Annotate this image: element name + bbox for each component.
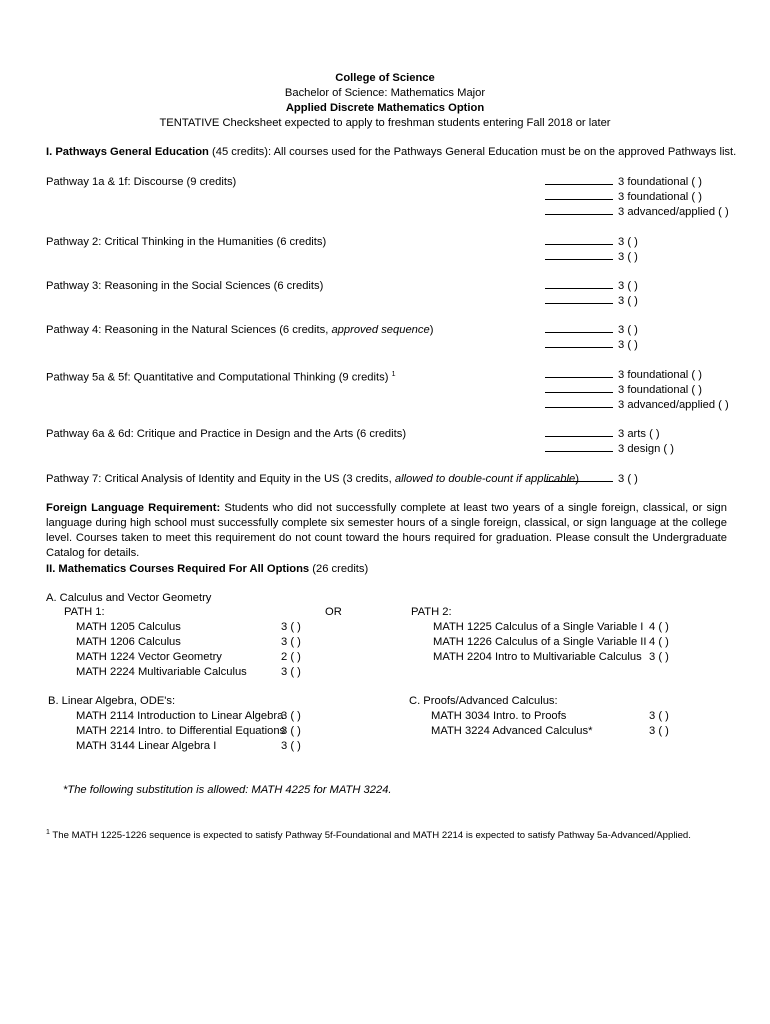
credit-label: 3 advanced/applied ( ) xyxy=(618,399,729,411)
pathway-blanks xyxy=(545,174,729,219)
course-credit[interactable]: 3 ( ) xyxy=(281,666,301,678)
footnote-text: The MATH 1225-1226 sequence is expected to satisfy Pathway 5f-Foundational and MATH 2214 is expected to satisfy Pathway 5a-Advanced/Applied. xyxy=(49,830,691,842)
credit-label: 3 ( ) xyxy=(618,473,638,485)
pathways-heading-note: All courses used for the Pathways General Education must be on the approved Pathways list. xyxy=(271,146,737,158)
foreign-language-heading: Foreign Language Requirement: xyxy=(46,502,221,514)
pathways-heading xyxy=(46,145,736,159)
credit-label: 3 ( ) xyxy=(618,295,638,307)
course-row: MATH 2224 Multivariable Calculus xyxy=(76,666,247,678)
math-heading-credits: (26 credits) xyxy=(309,563,369,575)
group-a-title: A. Calculus and Vector Geometry xyxy=(46,592,212,604)
course-row: MATH 1226 Calculus of a Single Variable II xyxy=(433,636,647,648)
credit-label: 3 ( ) xyxy=(618,236,638,248)
pathway-label: Pathway 2: Critical Thinking in the Humanities (6 credits) xyxy=(46,236,327,248)
pathway-blanks xyxy=(545,322,638,352)
course-row: MATH 1205 Calculus xyxy=(76,621,181,633)
blank-line[interactable] xyxy=(545,174,613,185)
group-b-credit-list xyxy=(281,709,301,754)
group-c-course-list xyxy=(431,709,592,739)
course-credit[interactable]: 3 ( ) xyxy=(281,621,301,633)
pathway-label: Pathway 1a & 1f: Discourse (9 credits) xyxy=(46,176,237,188)
pathway-blanks xyxy=(545,278,638,308)
credit-label: 3 arts ( ) xyxy=(618,428,660,440)
college-title: College of Science xyxy=(335,72,435,84)
blank-line[interactable] xyxy=(545,441,613,452)
pathway-label: Pathway 3: Reasoning in the Social Sciences (6 credits) xyxy=(46,280,324,292)
course-row: MATH 3144 Linear Algebra I xyxy=(76,740,217,752)
course-row: MATH 3224 Advanced Calculus* xyxy=(431,725,593,737)
math-heading xyxy=(46,562,368,576)
blank-line[interactable] xyxy=(545,204,613,215)
blank-line[interactable] xyxy=(545,337,613,348)
course-credit[interactable]: 3 ( ) xyxy=(281,725,301,737)
pathway-blanks xyxy=(545,471,638,486)
blank-line[interactable] xyxy=(545,234,613,245)
footnote-marker: 1 xyxy=(46,829,50,836)
substitution-note: *The following substitution is allowed: MATH 4225 for MATH 3224. xyxy=(63,784,392,796)
credit-label: 3 foundational ( ) xyxy=(618,369,702,381)
course-row: MATH 1206 Calculus xyxy=(76,636,181,648)
pathway-blanks xyxy=(545,367,729,412)
course-credit[interactable]: 4 ( ) xyxy=(649,621,669,633)
path1-credit-list xyxy=(281,620,301,680)
foreign-language-text: Students who did not successfully complete at least two years of a single foreign, classical, or sign language during high school must successfully complete six semester hours of a single foreign, classical, or sign language at the college level. Courses taken to meet this requirement do not count toward the hours required for graduation. Please consult the Undergraduate Catalog for details. xyxy=(46,502,727,559)
blank-line[interactable] xyxy=(545,293,613,304)
credit-label: 3 ( ) xyxy=(618,324,638,336)
math-heading-title: II. Mathematics Courses Required For All Options xyxy=(46,563,310,575)
course-credit[interactable]: 3 ( ) xyxy=(281,710,301,722)
pathway-7-row xyxy=(46,472,579,486)
group-c-credit-list xyxy=(649,709,669,739)
course-row: MATH 3034 Intro. to Proofs xyxy=(431,710,567,722)
blank-line[interactable] xyxy=(545,382,613,393)
blank-line[interactable] xyxy=(545,249,613,260)
path2-course-list xyxy=(433,620,647,665)
course-credit[interactable]: 3 ( ) xyxy=(281,636,301,648)
degree-title: Bachelor of Science: Mathematics Major xyxy=(284,87,486,99)
course-credit[interactable]: 3 ( ) xyxy=(649,651,669,663)
blank-line[interactable] xyxy=(545,278,613,289)
credit-label: 3 ( ) xyxy=(618,339,638,351)
pathway-label xyxy=(46,323,433,337)
course-row: MATH 2204 Intro to Multivariable Calculus xyxy=(433,651,642,663)
footnote-marker: 1 xyxy=(391,371,396,378)
course-row: MATH 1224 Vector Geometry xyxy=(76,651,222,663)
pathway-label-italic: allowed to double-count if applicable xyxy=(394,473,576,485)
course-credit[interactable]: 2 ( ) xyxy=(281,651,301,663)
pathways-heading-title: I. Pathways General Education xyxy=(46,146,209,158)
credit-label: 3 advanced/applied ( ) xyxy=(618,206,729,218)
course-credit[interactable]: 3 ( ) xyxy=(649,725,669,737)
credit-label: 3 foundational ( ) xyxy=(618,191,702,203)
course-row: MATH 1225 Calculus of a Single Variable I xyxy=(433,621,644,633)
pathways-heading-credits: (45 credits): xyxy=(208,146,272,158)
blank-line[interactable] xyxy=(545,367,613,378)
credit-label: 3 ( ) xyxy=(618,251,638,263)
footnote xyxy=(46,826,691,843)
path2-label: PATH 2: xyxy=(411,606,452,618)
group-c-title: C. Proofs/Advanced Calculus: xyxy=(409,695,558,707)
course-credit[interactable]: 3 ( ) xyxy=(281,740,301,752)
pathway-label-text: Pathway 5a & 5f: Quantitative and Computational Thinking (9 credits) xyxy=(46,371,392,384)
foreign-language-paragraph xyxy=(46,501,727,561)
blank-line[interactable] xyxy=(545,397,613,408)
pathway-label-end: ) xyxy=(429,324,434,336)
group-b-course-list xyxy=(76,709,285,754)
credit-label: 3 foundational ( ) xyxy=(618,176,702,188)
course-row: MATH 2114 Introduction to Linear Algebra xyxy=(76,710,284,722)
option-title: Applied Discrete Mathematics Option xyxy=(285,102,485,114)
tentative-note: TENTATIVE Checksheet expected to apply to freshman students entering Fall 2018 or later xyxy=(159,117,611,129)
pathway-label-end: ) xyxy=(575,473,579,485)
pathway-label-text: Pathway 7: Critical Analysis of Identity and Equity in the US (3 credits, xyxy=(46,473,395,485)
pathway-label-italic: approved sequence xyxy=(331,324,430,336)
credit-label: 3 foundational ( ) xyxy=(618,384,702,396)
blank-line[interactable] xyxy=(545,322,613,333)
blank-line[interactable] xyxy=(545,471,613,482)
path2-credit-list xyxy=(649,620,669,665)
group-b-title: B. Linear Algebra, ODE's: xyxy=(48,695,176,707)
or-label: OR xyxy=(325,606,342,618)
credit-label: 3 design ( ) xyxy=(618,443,674,455)
path1-course-list xyxy=(76,620,247,680)
pathway-blanks xyxy=(545,426,674,456)
pathway-blanks xyxy=(545,234,638,264)
pathway-label-text: Pathway 4: Reasoning in the Natural Sciences (6 credits, xyxy=(46,324,332,336)
course-credit[interactable]: 3 ( ) xyxy=(649,710,669,722)
blank-line[interactable] xyxy=(545,426,613,437)
pathway-label: Pathway 6a & 6d: Critique and Practice in Design and the Arts (6 credits) xyxy=(46,428,407,440)
blank-line[interactable] xyxy=(545,189,613,200)
credit-label: 3 ( ) xyxy=(618,280,638,292)
path1-label: PATH 1: xyxy=(64,606,105,618)
pathway-label xyxy=(46,368,395,385)
course-credit[interactable]: 4 ( ) xyxy=(649,636,669,648)
course-row: MATH 2214 Intro. to Differential Equations xyxy=(76,725,286,737)
